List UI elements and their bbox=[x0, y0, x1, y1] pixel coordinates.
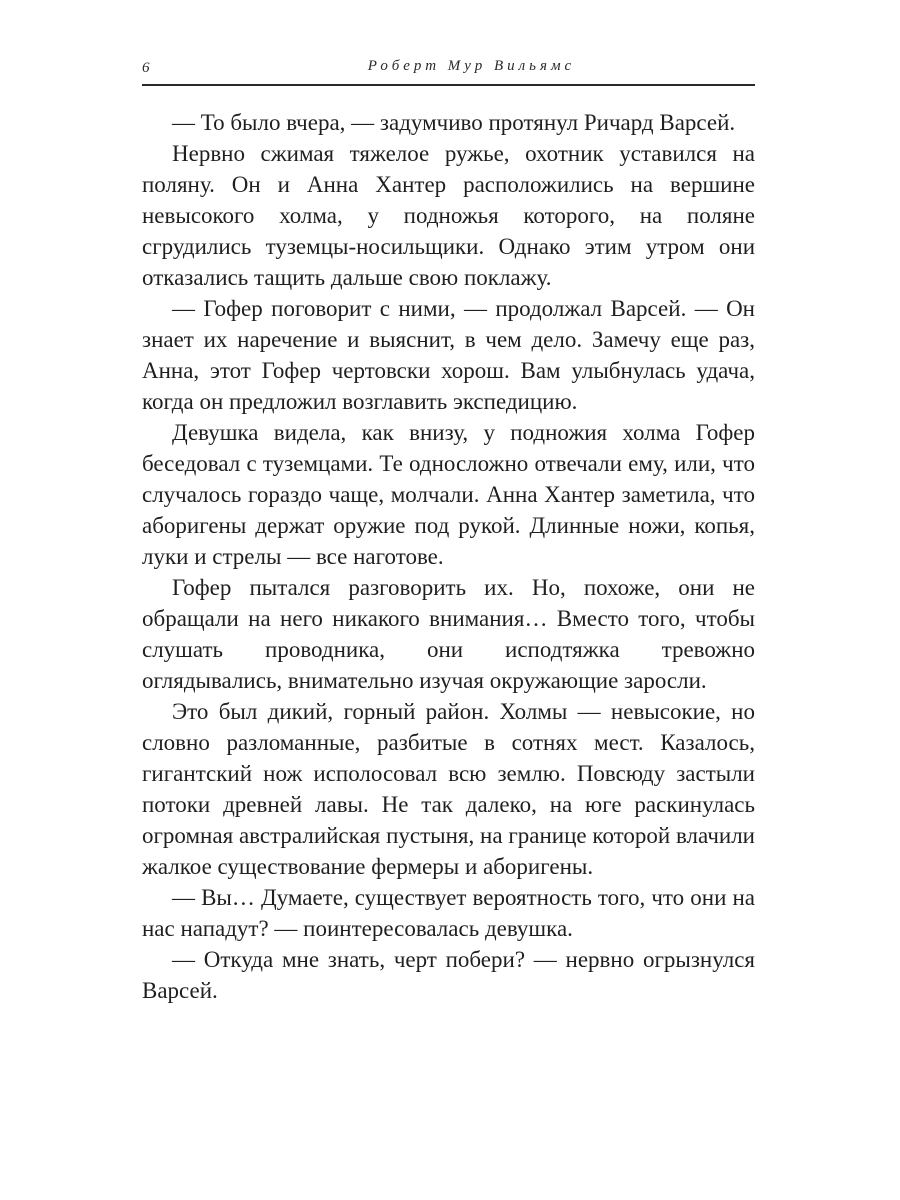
paragraph: Нервно сжимая тяжелое ружье, охотник уставился на поляну. Он и Анна Хантер расположились на вершине невысокого холма, у подножья которого, на поляне сгрудились туземцы-носильщики. Однако этим утром они отказались тащить дальше свою поклажу. bbox=[142, 141, 755, 290]
page-number: 6 bbox=[142, 60, 150, 76]
paragraph: Гофер пытался разговорить их. Но, похоже, они не обращали на него никакого внимания… Вместо того, чтобы слушать проводника, они исподтяжка тревожно оглядывались, внимательно изучая окружающие заросли. bbox=[142, 575, 755, 693]
header-rule bbox=[142, 84, 755, 86]
body-text bbox=[142, 107, 755, 1006]
paragraph: Это был дикий, горный район. Холмы — невысокие, но словно разломанные, разбитые в сотнях мест. Казалось, гигантский нож исполосовал всю землю. Повсюду застыли потоки древней лавы. Не так далеко, на юге раскинулась огромная австралийская пустыня, на границе которой влачили жалкое существование фермеры и аборигены. bbox=[142, 699, 755, 879]
page-header bbox=[142, 56, 755, 86]
paragraph: Девушка видела, как внизу, у подножия холма Гофер беседовал с туземцами. Те односложно отвечали ему, или, что случалось гораздо чаще, молчали. Анна Хантер заметила, что аборигены держат оружие под рукой. Длинные ножи, копья, луки и стрелы — все наготове. bbox=[142, 420, 755, 569]
paragraph: — Гофер поговорит с ними, — продолжал Варсей. — Он знает их наречение и выяснит, в чем дело. Замечу еще раз, Анна, этот Гофер чертовски хорош. Вам улыбнулась удача, когда он предложил возглавить экспедицию. bbox=[142, 296, 755, 414]
running-title: Роберт Мур Вильямс bbox=[367, 58, 576, 74]
paragraph: — Вы… Думаете, существует вероятность того, что они на нас нападут? — поинтересовалась девушка. bbox=[142, 885, 755, 941]
paragraph: — То было вчера, — задумчиво протянул Ричард Варсей. bbox=[172, 110, 736, 135]
paragraph: — Откуда мне знать, черт побери? — нервно огрызнулся Варсей. bbox=[142, 947, 755, 1003]
